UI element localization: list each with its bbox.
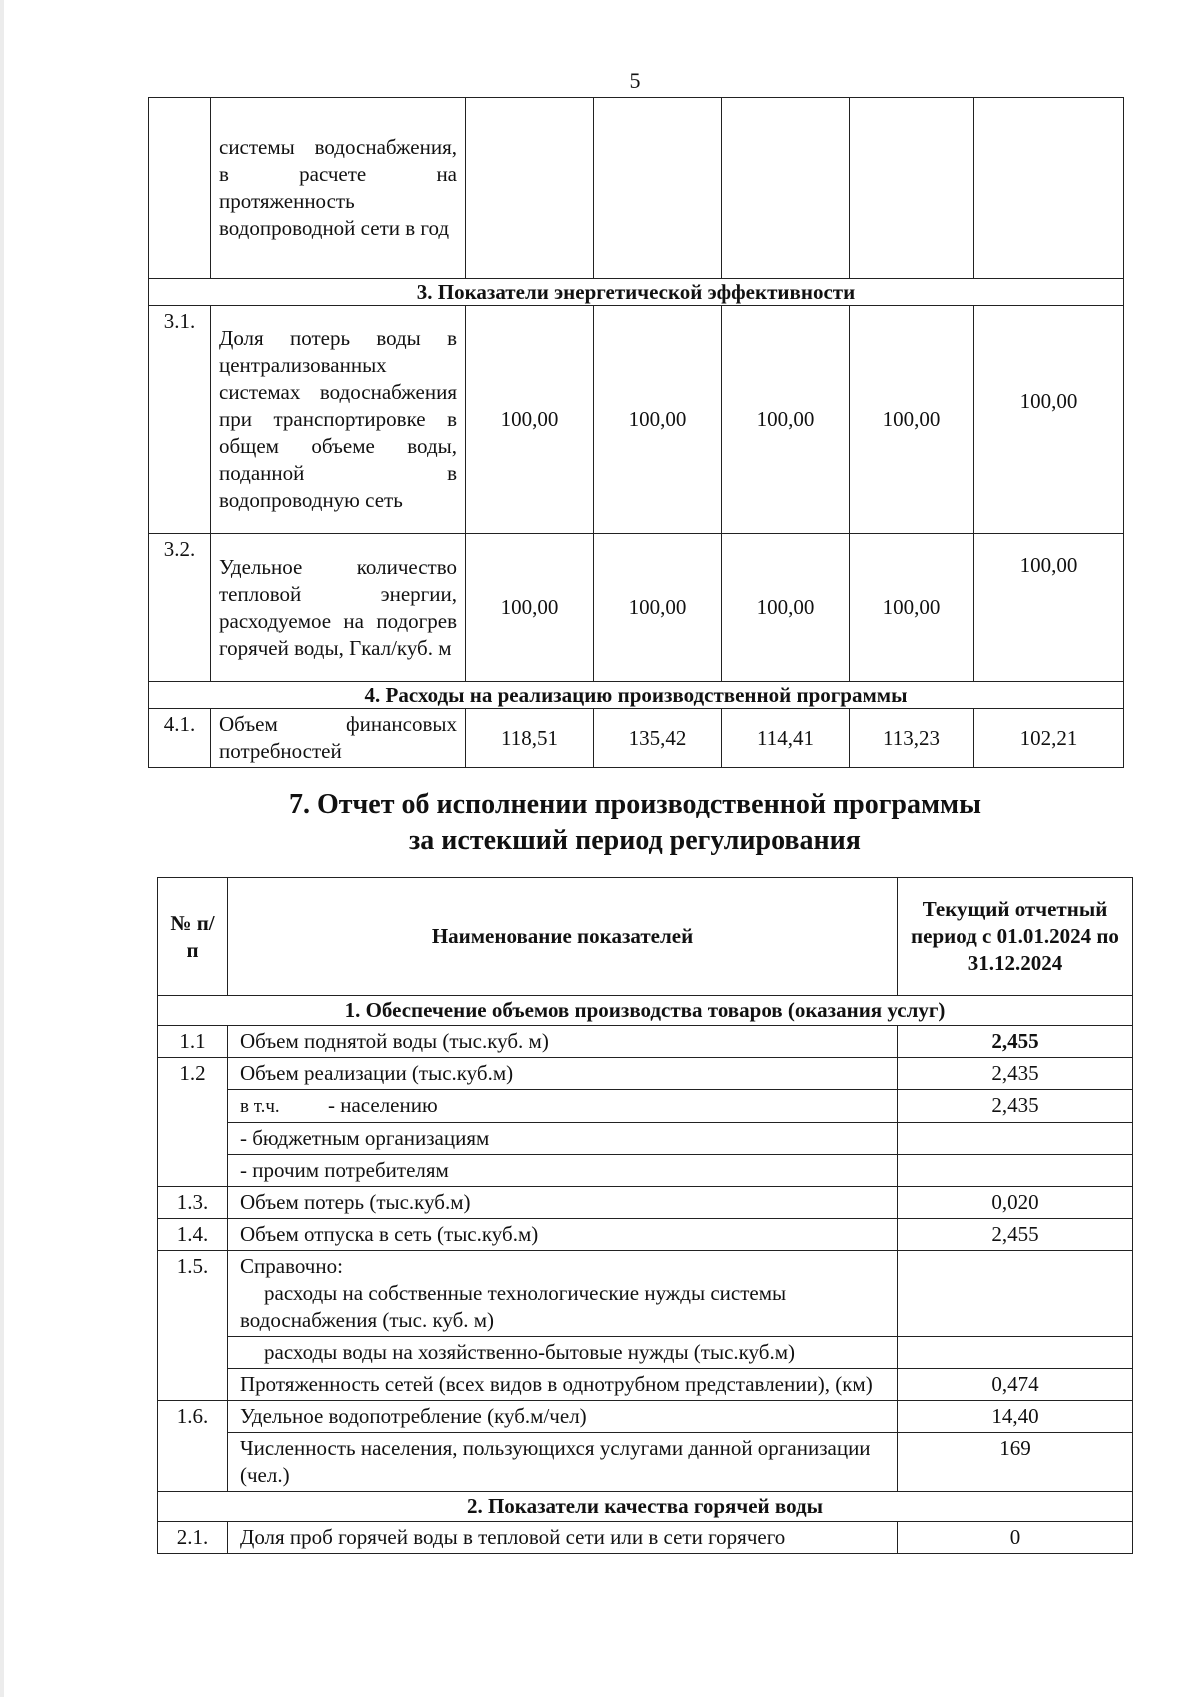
value-cell: 2,435 [898,1090,1133,1123]
table-row [158,1090,1133,1123]
value-cell [594,98,722,279]
row-number-cell: 1.1 [158,1026,228,1058]
value-cell [898,1251,1133,1337]
row-number-cell: 3.1. [149,306,211,534]
header-row [158,878,1133,996]
indicator-name: Численность населения, пользующихся услугами данной организации (чел.) [228,1433,898,1492]
page-number: 5 [629,68,641,93]
value-cell: 169 [898,1433,1133,1492]
indicator-name: Удельное водопотребление (куб.м/чел) [228,1401,898,1433]
indicators-table-continued [148,97,1124,768]
indicator-description: Объем финансовых потребностей [211,709,466,768]
section-3-title: 3. Показатели энергетической эффективности [149,279,1124,306]
table-row [149,306,1124,534]
header-indicator-name: Наименование показателей [228,878,898,996]
indicator-name [228,1090,898,1123]
indicator-name [228,1251,898,1337]
row-number-cell: 2.1. [158,1522,228,1554]
value-cell [466,98,594,279]
row-number-cell: 4.1. [149,709,211,768]
reference-item: расходы на собственные технологические нужды системы водоснабжения (тыс. куб. м) [240,1281,787,1332]
table-row [158,1155,1133,1187]
indicator-description: системы водоснабжения, в расчете на протяженность водопроводной сети в год [211,98,466,279]
indicator-name: Протяженность сетей (всех видов в однотрубном представлении), (км) [228,1369,898,1401]
section-2-title: 2. Показатели качества горячей воды [158,1492,1133,1522]
value-cell: 100,00 [466,306,594,534]
table-row [149,534,1124,682]
value-cell: 100,00 [850,306,974,534]
value-cell [898,1337,1133,1369]
value-cell: 0,474 [898,1369,1133,1401]
indicator-name: Доля проб горячей воды в тепловой сети или в сети горячего [228,1522,898,1554]
indicator-description: Удельное количество тепловой энергии, расходуемое на подогрев горячей воды, Гкал/куб. м [211,534,466,682]
reference-item: расходы воды на хозяйственно-бытовые нужды (тыс.куб.м) [264,1340,795,1364]
value-cell: 100,00 [722,534,850,682]
row-number-cell: 1.2 [158,1058,228,1187]
value-cell: 14,40 [898,1401,1133,1433]
header-number: № п/п [158,878,228,996]
table-row [158,1219,1133,1251]
value-cell: 100,00 [722,306,850,534]
program-report-table [157,877,1133,1554]
section-1-title: 1. Обеспечение объемов производства товаров (оказания услуг) [158,996,1133,1026]
indicator-name [228,1337,898,1369]
value-cell [850,98,974,279]
value-cell: 102,21 [974,709,1124,768]
row-number-cell: 1.4. [158,1219,228,1251]
table-row [158,1026,1133,1058]
value-cell: 0,020 [898,1187,1133,1219]
value-cell: 100,00 [974,306,1124,534]
value-cell: 2,455 [898,1219,1133,1251]
section-row [158,1492,1133,1522]
table-row [158,1187,1133,1219]
value-cell [974,98,1124,279]
subitem-label: - населению [328,1093,438,1117]
section-row [149,682,1124,709]
indicator-name: Объем отпуска в сеть (тыс.куб.м) [228,1219,898,1251]
header-reporting-period: Текущий отчетный период с 01.01.2024 по 31.12.2024 [898,878,1133,996]
indicator-name: Объем реализации (тыс.куб.м) [228,1058,898,1090]
table-row [158,1522,1133,1554]
value-cell: 0 [898,1522,1133,1554]
value-cell: 135,42 [594,709,722,768]
report-title [0,787,1200,859]
indicator-name: - прочим потребителям [228,1155,898,1187]
subitem-prefix: в т.ч. [240,1096,280,1117]
row-number-cell: 3.2. [149,534,211,682]
value-cell: 2,435 [898,1058,1133,1090]
table-row [149,709,1124,768]
table-row [158,1401,1133,1433]
table-row [158,1337,1133,1369]
table-row [158,1058,1133,1090]
value-cell: 100,00 [594,534,722,682]
value-cell: 114,41 [722,709,850,768]
table-row [158,1369,1133,1401]
report-title-line-2: за истекший период регулирования [409,825,861,856]
section-row [158,996,1133,1026]
report-title-line-1: 7. Отчет об исполнении производственной программы [288,789,981,820]
value-cell: 113,23 [850,709,974,768]
row-number-cell [149,98,211,279]
indicator-name: Объем поднятой воды (тыс.куб. м) [228,1026,898,1058]
value-cell: 2,455 [898,1026,1133,1058]
table-row [158,1433,1133,1492]
row-number-cell: 1.3. [158,1187,228,1219]
table-row [158,1251,1133,1337]
reference-label: Справочно: [240,1254,343,1278]
value-cell: 100,00 [974,534,1124,682]
indicator-name: Объем потерь (тыс.куб.м) [228,1187,898,1219]
value-cell [898,1155,1133,1187]
value-cell [898,1123,1133,1155]
indicator-description: Доля потерь воды в централизованных системах водоснабжения при транспортировке в общем объеме воды, поданной в водопроводную сеть [211,306,466,534]
value-cell: 100,00 [850,534,974,682]
section-row [149,279,1124,306]
value-cell: 118,51 [466,709,594,768]
row-number-cell: 1.6. [158,1401,228,1492]
indicator-name: - бюджетным организациям [228,1123,898,1155]
value-cell: 100,00 [466,534,594,682]
row-number-cell: 1.5. [158,1251,228,1401]
section-4-title: 4. Расходы на реализацию производственной программы [149,682,1124,709]
value-cell [722,98,850,279]
table-row [158,1123,1133,1155]
table-row [149,98,1124,279]
value-cell: 100,00 [594,306,722,534]
